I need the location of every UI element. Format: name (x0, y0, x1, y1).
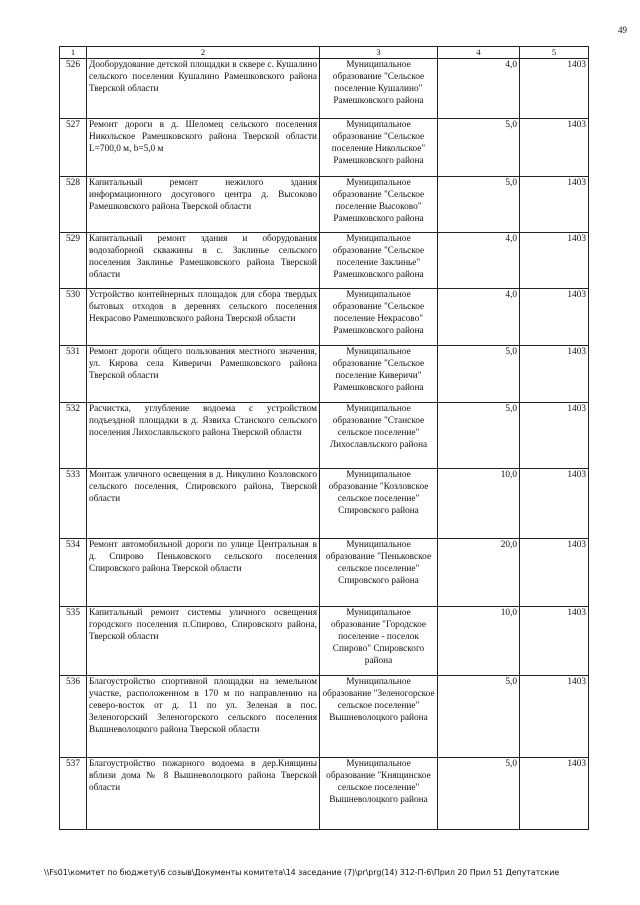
project-name: Благоустройство пожарного водоема в дер.Княщины вблизи дома № 8 Вышневолоцкого района Тверской области (87, 758, 320, 830)
recipient-municipality: Муниципальное образование "Козловское сельское поселение" Спировского района (320, 469, 438, 539)
row-number: 533 (60, 469, 87, 539)
row-number: 529 (60, 233, 87, 289)
row-number: 532 (60, 403, 87, 469)
amount: 5,0 (438, 403, 520, 469)
table-row (60, 469, 589, 539)
row-number: 531 (60, 346, 87, 403)
row-number: 535 (60, 607, 87, 676)
project-name: Капитальный ремонт здания и оборудования водозаборной скважины в с. Заклинье сельского поселения Заклинье Рамешковского района Тверской области (87, 233, 320, 289)
project-name: Ремонт автомобильной дороги по улице Центральная в д. Спирово Пеньковского сельского поселения Спировского района Тверской области (87, 539, 320, 607)
table-row (60, 676, 589, 758)
recipient-municipality: Муниципальное образование "Сельское поселение Заклинье" Рамешковского района (320, 233, 438, 289)
table-row (60, 607, 589, 676)
amount: 10,0 (438, 469, 520, 539)
recipient-municipality: Муниципальное образование "Сельское поселение Некрасово" Рамешковского района (320, 289, 438, 346)
header-cell-code: 5 (520, 47, 589, 59)
row-number: 537 (60, 758, 87, 830)
table-row (60, 177, 589, 233)
table-row (60, 233, 589, 289)
amount: 4,0 (438, 233, 520, 289)
budget-code: 1403 (520, 59, 589, 119)
page-number: 49 (618, 25, 627, 35)
amount: 5,0 (438, 177, 520, 233)
budget-code: 1403 (520, 607, 589, 676)
recipient-municipality: Муниципальное образование "Сельское поселение Кушалино" Рамешковского района (320, 59, 438, 119)
recipient-municipality: Муниципальное образование "Станское сельское поселение" Лихославльского района (320, 403, 438, 469)
project-name: Монтаж уличного освещения в д. Никулино Козловского сельского поселения, Спировского района, Тверской области (87, 469, 320, 539)
row-number: 534 (60, 539, 87, 607)
table-row (60, 289, 589, 346)
recipient-municipality: Муниципальное образование "Сельское поселение Высоково" Рамешковского района (320, 177, 438, 233)
row-number: 530 (60, 289, 87, 346)
amount: 5,0 (438, 346, 520, 403)
budget-code: 1403 (520, 676, 589, 758)
table-row (60, 119, 589, 177)
header-cell-name: 2 (87, 47, 320, 59)
table-row (60, 346, 589, 403)
budget-code: 1403 (520, 233, 589, 289)
project-name: Ремонт дороги в д. Шеломец сельского поселения Никольское Рамешковского района Тверской области L=700,0 м, b=5,0 м (87, 119, 320, 177)
recipient-municipality: Муниципальное образование "Пеньковское сельское поселение" Спировского района (320, 539, 438, 607)
table-row (60, 59, 589, 119)
budget-code: 1403 (520, 539, 589, 607)
budget-code: 1403 (520, 177, 589, 233)
row-number: 527 (60, 119, 87, 177)
recipient-municipality: Муниципальное образование "Сельское поселение Никольское" Рамешковского района (320, 119, 438, 177)
appropriations-table (59, 46, 589, 830)
table-row (60, 403, 589, 469)
header-row (60, 47, 589, 59)
header-cell-recipient: 3 (320, 47, 438, 59)
budget-code: 1403 (520, 469, 589, 539)
recipient-municipality: Муниципальное образование "Сельское поселение Киверичи" Рамешковского района (320, 346, 438, 403)
amount: 20,0 (438, 539, 520, 607)
budget-code: 1403 (520, 289, 589, 346)
header-cell-amount: 4 (438, 47, 520, 59)
recipient-municipality: Муниципальное образование "Городское поселение - поселок Спирово" Спировского района (320, 607, 438, 676)
budget-code: 1403 (520, 403, 589, 469)
project-name: Капитальный ремонт нежилого здания информационного досугового центра д. Высоково Рамешковского района Тверской области (87, 177, 320, 233)
recipient-municipality: Муниципальное образование "Зеленогорское сельское поселение" Вышневолоцкого района (320, 676, 438, 758)
row-number: 526 (60, 59, 87, 119)
table-row (60, 539, 589, 607)
amount: 4,0 (438, 289, 520, 346)
amount: 5,0 (438, 119, 520, 177)
table-row (60, 758, 589, 830)
amount: 5,0 (438, 676, 520, 758)
amount: 4,0 (438, 59, 520, 119)
amount: 10,0 (438, 607, 520, 676)
document-file-path: \\Fs01\комитет по бюджету\6 созыв\Документы комитета\14 заседание (7)\pr\prg(14) 312-П-6\Прил 20 Прил 51 Депутатские (44, 868, 560, 877)
project-name: Ремонт дороги общего пользования местного значения, ул. Кирова села Киверичи Рамешковского района Тверской области (87, 346, 320, 403)
budget-code: 1403 (520, 758, 589, 830)
project-name: Капитальный ремонт системы уличного освещения городского поселения п.Спирово, Спировского района, Тверской области (87, 607, 320, 676)
header-cell-number: 1 (60, 47, 87, 59)
project-name: Благоустройство спортивной площадки на земельном участке, расположенном в 170 м по направлению на северо-восток от д. 11 по ул. Зеленая в пос. Зеленогорский Зеленогорского сельского поселения Вышневолоцкого района Тверской области (87, 676, 320, 758)
project-name: Дооборудование детской площадки в сквере с. Кушалино сельского поселения Кушалино Рамешковского района Тверской области (87, 59, 320, 119)
recipient-municipality: Муниципальное образование "Княщинское сельское поселение" Вышневолоцкого района (320, 758, 438, 830)
budget-code: 1403 (520, 119, 589, 177)
row-number: 536 (60, 676, 87, 758)
project-name: Устройство контейнерных площадок для сбора твердых бытовых отходов в деревнях сельского поселения Некрасово Рамешковского района Тверской области (87, 289, 320, 346)
project-name: Расчистка, углубление водоема с устройством подъездной площадки в д. Язвиха Станского сельского поселения Лихославльского района Тверской области (87, 403, 320, 469)
amount: 5,0 (438, 758, 520, 830)
row-number: 528 (60, 177, 87, 233)
budget-code: 1403 (520, 346, 589, 403)
